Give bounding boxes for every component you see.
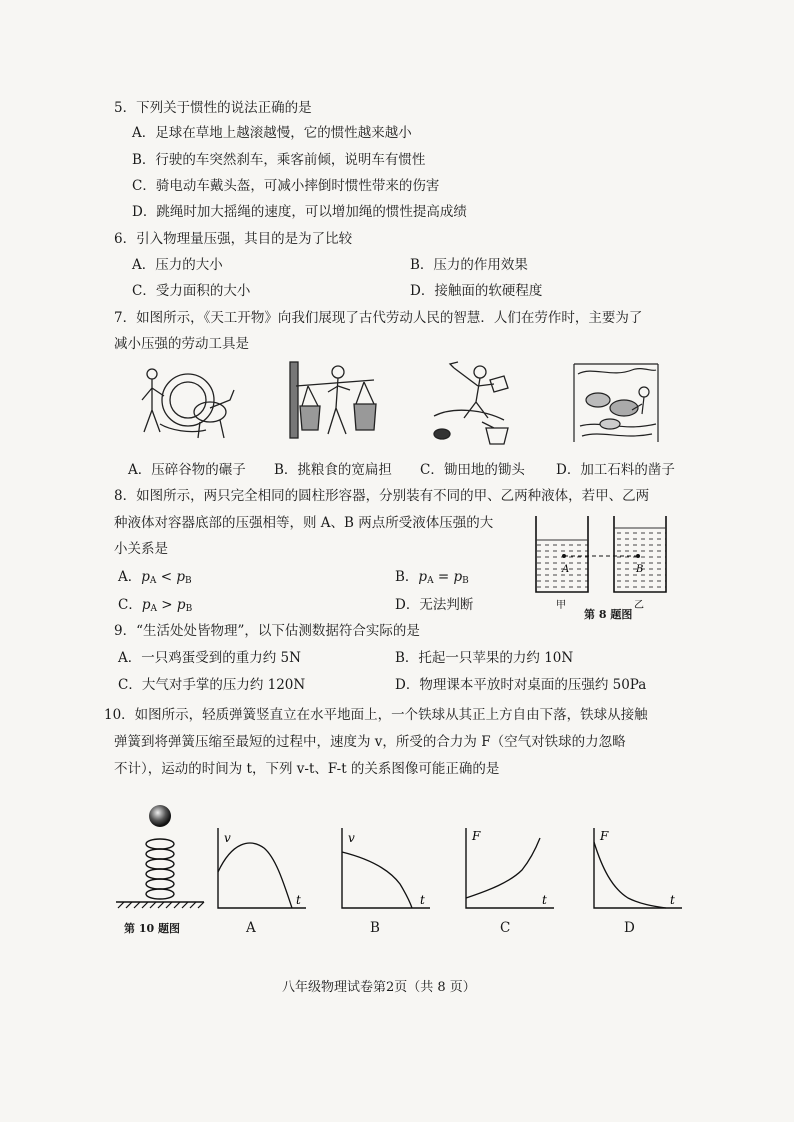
q8-stem-line1: 8．如图所示，两只完全相同的圆柱形容器，分别装有不同的甲、乙两种液体，若甲、乙两 (114, 488, 650, 504)
graph-b-curve (342, 852, 412, 908)
q8-option-a: A．$p_A < p_B$ (118, 569, 192, 586)
q6-option-b: B．压力的作用效果 (410, 257, 528, 273)
q10-graph-b (336, 824, 436, 916)
q10-stem-line1: 10．如图所示，轻质弹簧竖直立在水平地面上，一个铁球从其正上方自由下落，铁球从接触 (104, 707, 648, 723)
q7-option-b: B．挑粮食的宽扁担 (274, 462, 392, 478)
container-left (536, 516, 588, 592)
graph-c-y-label: F (472, 829, 481, 843)
q9-option-d: D．物理课本平放时对桌面的压强约 50Pa (395, 677, 647, 693)
q7-option-d: D．加工石料的凿子 (556, 462, 675, 478)
container-right (614, 516, 666, 592)
graph-d-y-label: F (600, 829, 609, 843)
q7-illustration-roller (130, 360, 240, 450)
q10-stem-line3: 不计），运动的时间为 t，下列 v-t、F-t 的关系图像可能正确的是 (114, 761, 500, 777)
q8-option-d: D．无法判断 (395, 597, 474, 613)
q10-graph-a-label: A (246, 920, 256, 936)
q7-stem-line2: 减小压强的劳动工具是 (114, 336, 249, 352)
q7-illustration-carrying-pole (288, 360, 378, 440)
graph-d-x-label: t (670, 893, 675, 907)
q8-figure-caption: 第 8 题图 (584, 608, 633, 621)
q10-graph-d-label: D (624, 920, 635, 936)
q9-option-c: C．大气对手掌的压力约 120N (118, 677, 306, 693)
q10-spring-figure (112, 798, 208, 918)
container-left-label: 甲 (556, 600, 566, 611)
graph-b-y-label: v (348, 831, 355, 845)
q10-graph-c (460, 824, 560, 916)
q6-option-a: A．压力的大小 (132, 257, 223, 273)
q10-stem-line2: 弹簧到将弹簧压缩至最短的过程中，速度为 v，所受的合力为 F（空气对铁球的力忽略 (114, 734, 626, 750)
q10-graph-d (588, 824, 688, 916)
q8-stem-line3: 小关系是 (114, 541, 168, 557)
q7-option-a: A．压碎谷物的碾子 (128, 462, 246, 478)
q5-option-a: A．足球在草地上越滚越慢，它的惯性越来越小 (132, 125, 412, 141)
q7-illustration-hoe (424, 358, 514, 446)
spring (146, 839, 174, 899)
graph-c-x-label: t (542, 893, 547, 907)
q5-option-b: B．行驶的车突然刹车，乘客前倾，说明车有惯性 (132, 152, 426, 168)
q9-option-a: A．一只鸡蛋受到的重力约 5N (118, 650, 301, 666)
iron-ball (149, 805, 171, 827)
q8-option-b: B．$p_A = p_B$ (395, 569, 469, 586)
page-footer: 八年级物理试卷第2页（共 8 页） (282, 980, 476, 995)
q6-option-c: C．受力面积的大小 (132, 283, 251, 299)
q10-graph-a (212, 824, 312, 916)
q5-option-c: C．骑电动车戴头盔，可减小摔倒时惯性带来的伤害 (132, 178, 440, 194)
q9-option-b: B．托起一只苹果的力约 10N (395, 650, 574, 666)
graph-a-x-label: t (296, 893, 301, 907)
graph-c-curve (466, 838, 540, 898)
q7-illustration-chisel (572, 360, 660, 444)
graph-a-y-label: v (224, 831, 231, 845)
q6-option-d: D．接触面的软硬程度 (410, 283, 543, 299)
q7-stem-line1: 7．如图所示，《天工开物》向我们展现了古代劳动人民的智慧．人们在劳作时，主要为了 (114, 310, 643, 326)
q8-stem-line2: 种液体对容器底部的压强相等，则 A、B 两点所受液体压强的大 (114, 515, 494, 531)
q9-stem: 9．“生活处处皆物理”，以下估测数据符合实际的是 (114, 623, 420, 639)
q5-stem: 5．下列关于惯性的说法正确的是 (114, 100, 312, 116)
graph-b-x-label: t (420, 893, 425, 907)
q8-option-c: C．$p_A > p_B$ (118, 597, 193, 614)
q6-stem: 6．引入物理量压强，其目的是为了比较 (114, 231, 353, 247)
point-a-label: A (562, 564, 570, 575)
graph-a-curve (218, 843, 292, 908)
container-right-label: 乙 (634, 600, 644, 611)
q10-graph-c-label: C (500, 920, 511, 936)
q10-figure-caption: 第 10 题图 (124, 922, 180, 935)
graph-d-curve (594, 842, 666, 908)
q7-option-c: C．锄田地的锄头 (420, 462, 525, 478)
ground-hatch (118, 902, 204, 908)
q5-option-d: D．跳绳时加大摇绳的速度，可以增加绳的惯性提高成绩 (132, 204, 467, 220)
point-b-label: B (636, 564, 644, 575)
q10-graph-b-label: B (370, 920, 380, 936)
